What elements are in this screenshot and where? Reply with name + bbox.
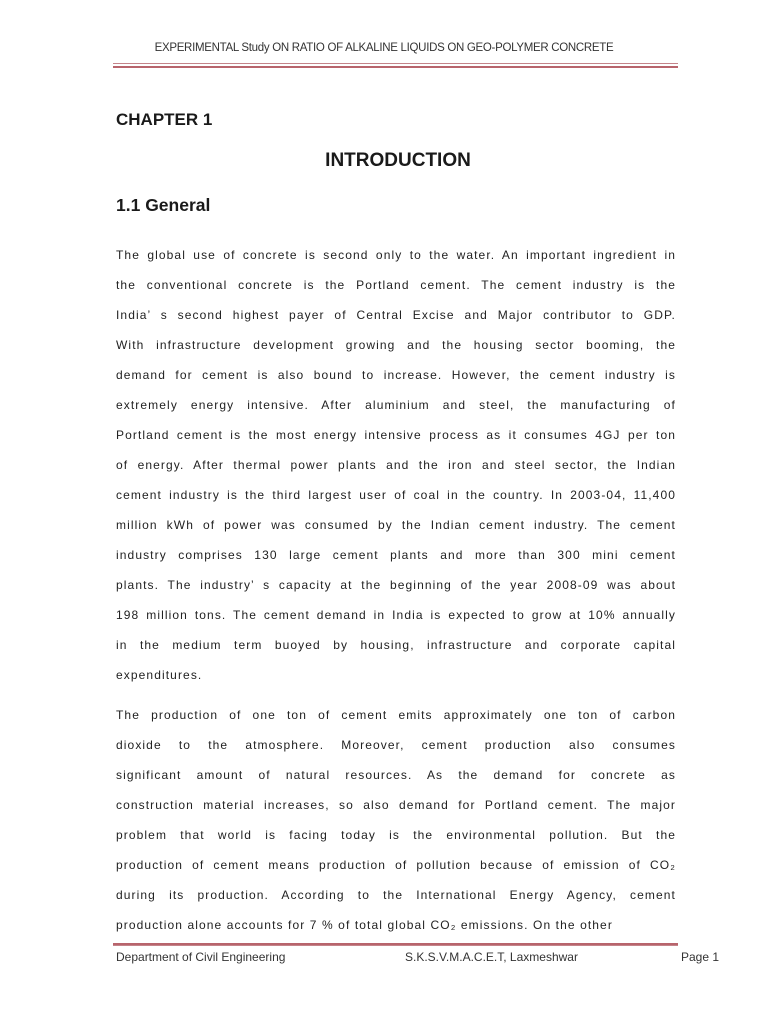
text-line: construction material increases, so also demand for Portland cement. The major <box>116 798 676 812</box>
page-title: INTRODUCTION <box>325 150 471 171</box>
paragraph-2 <box>116 706 676 946</box>
text-line: in the medium term buoyed by housing, infrastructure and corporate capital <box>116 638 676 652</box>
text-line: 198 million tons. The cement demand in India is expected to grow at 10% annually <box>116 608 676 622</box>
text-line: production of cement means production of pollution because of emission of CO₂ <box>116 858 676 872</box>
text-line: With infrastructure development growing and the housing sector booming, the <box>116 338 676 352</box>
footer-institution: S.K.S.V.M.A.C.E.T, Laxmeshwar <box>405 950 578 964</box>
text-line: during its production. According to the International Energy Agency, cement <box>116 888 676 902</box>
header-rule <box>113 63 678 68</box>
text-line: dioxide to the atmosphere. Moreover, cement production also consumes <box>116 738 676 752</box>
text-line: demand for cement is also bound to increase. However, the cement industry is <box>116 368 676 382</box>
text-line: India’ s second highest payer of Central Excise and Major contributor to GDP. <box>116 308 676 322</box>
text-line: of energy. After thermal power plants and the iron and steel sector, the Indian <box>116 458 676 472</box>
text-line: production alone accounts for 7 % of total global CO₂ emissions. On the other <box>116 918 613 932</box>
text-line: plants. The industry’ s capacity at the beginning of the year 2008-09 was about <box>116 578 676 592</box>
text-line: cement industry is the third largest user of coal in the country. In 2003-04, 11,400 <box>116 488 676 502</box>
text-line: problem that world is facing today is the environmental pollution. But the <box>116 828 676 842</box>
page-number: Page 1 <box>681 950 720 964</box>
text-line: industry comprises 130 large cement plants and more than 300 mini cement <box>116 548 676 562</box>
text-line: expenditures. <box>116 668 203 682</box>
chapter-label: CHAPTER 1 <box>116 110 213 129</box>
text-line: The global use of concrete is second only to the water. An important ingredient in <box>116 248 676 262</box>
text-line: million kWh of power was consumed by the Indian cement industry. The cement <box>116 518 676 532</box>
section-heading: 1.1 General <box>116 195 211 215</box>
text-line: the conventional concrete is the Portland cement. The cement industry is the <box>116 278 676 292</box>
footer-department: Department of Civil Engineering <box>116 950 286 964</box>
text-line: extremely energy intensive. After aluminium and steel, the manufacturing of <box>116 398 676 412</box>
running-header: EXPERIMENTAL Study ON RATIO OF ALKALINE LIQUIDS ON GEO-POLYMER CONCRETE <box>154 42 614 54</box>
text-line: significant amount of natural resources. As the demand for concrete as <box>116 768 676 782</box>
footer-rule <box>113 941 678 946</box>
text-line: The production of one ton of cement emits approximately one ton of carbon <box>116 708 676 722</box>
paragraph-1 <box>116 246 676 696</box>
text-line: Portland cement is the most energy intensive process as it consumes 4GJ per ton <box>116 428 676 442</box>
